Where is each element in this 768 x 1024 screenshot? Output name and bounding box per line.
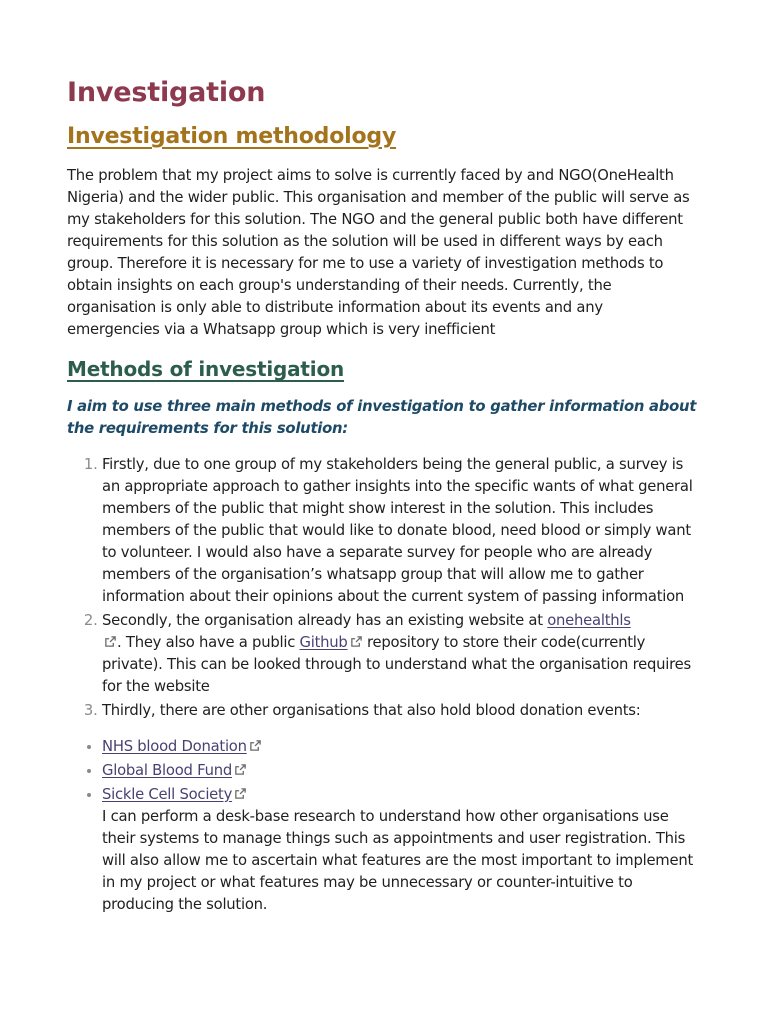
- external-link-icon: [104, 635, 117, 648]
- sickle-cell-society-link[interactable]: Sickle Cell Society: [102, 786, 233, 803]
- github-link[interactable]: Github: [299, 634, 348, 651]
- methods-list: [67, 454, 697, 722]
- org-item: [102, 736, 697, 758]
- global-blood-fund-link[interactable]: Global Blood Fund: [102, 762, 232, 779]
- methodology-paragraph: The problem that my project aims to solve is currently faced by and NGO(OneHealth Nigeria) and the wider public. This organisation and member of the public will serve as my stakeholders for this solution. The NGO and the general public both have different requirements for this solution as the solution will be used in different ways by each group. Therefore it is necessary for me to use a variety of investigation methods to obtain insights on each group's understanding of their needs. Currently, the organisation is only able to distribute information about its events and any emergencies via a Whatsapp group which is very inefficient: [67, 167, 690, 338]
- onehealthls-link[interactable]: onehealthls: [547, 612, 631, 629]
- method-website: [102, 610, 697, 698]
- external-link-icon: [249, 739, 262, 752]
- external-link-icon: [350, 635, 363, 648]
- org-item: [102, 760, 697, 782]
- document-page: [67, 76, 697, 918]
- methods-lead: I aim to use three main methods of investigation to gather information about the requirements for this solution:: [67, 398, 697, 437]
- method-website-text-before: Secondly, the organisation already has an existing website at: [102, 612, 548, 629]
- method-website-text-after: repository to store their code(currently private). This can be looked through to understand what the organisation requires for the website: [102, 634, 691, 695]
- methods-heading: Methods of investigation: [67, 357, 345, 381]
- nhs-blood-donation-link[interactable]: NHS blood Donation: [102, 738, 247, 755]
- organisations-list: [67, 736, 697, 916]
- page-title: Investigation: [67, 77, 266, 108]
- method-survey: 1. Firstly, due to one group of my stakeholders being the general public, a survey is an appropriate approach to gather insights into the specific wants of what general members of the public that might show interest in the solution. This includes members of the public that would like to donate blood, need blood or simply want to volunteer. I would also have a separate survey for people who are already members of the organisation’s whatsapp group that will allow me to gather information about their opinions about the current system of passing information: [102, 454, 697, 608]
- methodology-heading: Investigation methodology: [67, 124, 397, 149]
- external-link-icon: [234, 763, 247, 776]
- method-website-text-middle: . They also have a public: [117, 634, 300, 651]
- desk-research-paragraph: I can perform a desk-base research to understand how other organisations use their systems to manage things such as appointments and user registration. This will also allow me to ascertain what features are the most important to implement in my project or what features may be unnecessary or counter-intuitive to producing the solution.: [102, 808, 694, 913]
- method-desk-research: 3. Thirdly, there are other organisations that also hold blood donation events:: [102, 700, 697, 722]
- external-link-icon: [234, 787, 247, 800]
- org-item: [102, 784, 697, 916]
